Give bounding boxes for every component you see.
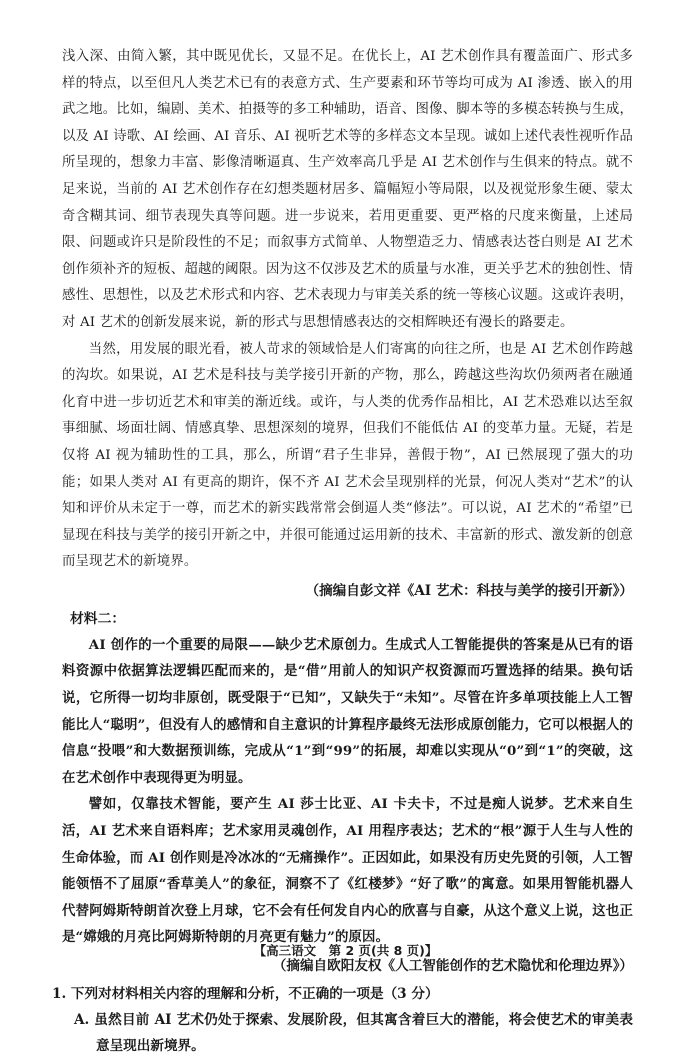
option-a: A. 虽然目前 AI 艺术仍处于探索、发展阶段，但其寓含着巨大的潜能，将会使艺术的审美表意呈现出新境界。 bbox=[74, 1012, 633, 1054]
page-footer: 【高三语文 第 2 页(共 8 页)】 bbox=[253, 943, 438, 958]
material2-paragraph-2: 譬如，仅靠技术智能，要产生 AI 莎士比亚、AI 卡夫卡，不过是痴人说梦。艺术来自生活，AI 艺术来自语料库；艺术家用灵魂创作，AI 用程序表达；艺术的“根”源于人生与人性的生命体验，而 AI 创作则是冷冰冰的“无痛操作”。正因如此，如果没有历史先贤的引领，人工智能领悟不了屈原“香草美人”的象征，洞察不了《红楼梦》“好了歌”的寓意。如果用智能机器人代替阿姆斯特朗首次登上月球，它不会有任何发自内心的欣喜与自豪，从这个意义上说，这也正是“嫦娥的月亮比阿姆斯特朗的月亮更有魅力”的原因。 bbox=[62, 796, 633, 946]
material1-paragraph-2: 当然，用发展的眼光看，被人苛求的领域恰是人们寄寓的向往之所，也是 AI 艺术创作跨越的沟坎。如果说，AI 艺术是科技与美学接引开新的产物，那么，跨越这些沟坎仍须两者在融通化育中进一步切近艺术和审美的渐近线。或许，与人类的优秀作品相比，AI 艺术恐难以达至叙事细腻、场面壮阔、情感真挚、思想深刻的境界，但我们不能低估 AI 的变革力量。无疑，若是仅将 AI 视为辅助性的工具，那么，所谓“君子生非异，善假于物”，AI 已然展现了强大的功能；如果人类对 AI 有更高的期许，保不齐 AI 艺术会呈现别样的光景，何况人类对“艺术”的认知和评价从未定于一尊，而艺术的新实践常常会倒逼人类“修法”。可以说，AI 艺术的“希望”已显现在科技与美学的接引开新之中，并很可能通过运用新的技术、丰富新的形式、激发新的创意而呈现艺术的新境界。 bbox=[62, 341, 633, 570]
material2-source: （摘编自欧阳友权《人工智能创作的艺术隐忧和伦理边界》） bbox=[272, 958, 633, 974]
question-1: 1. 下列对材料相关内容的理解和分析，不正确的一项是（3 分） bbox=[52, 986, 439, 1002]
material1-paragraph-1: 浅入深、由简入繁，其中既见优长，又显不足。在优长上，AI 艺术创作具有覆盖面广、形式多样的特点，以至但凡人类艺术已有的表意方式、生产要素和环节等均可成为 AI 渗透、嵌入的用武之地。比如，编剧、美术、拍摄等的多工种辅助，语音、图像、脚本等的多模态转换与生成，以及 AI 诗歌、AI 绘画、AI 音乐、AI 视听艺术等的多样态文本呈现。诚如上述代表性视听作品所呈现的，想象力丰富、影像清晰逼真、生产效率高几乎是 AI 艺术创作与生俱来的特点。就不足来说，当前的 AI 艺术创作存在幻想类题材居多、篇幅短小等局限，以及视觉形象生硬、蒙太奇含糊其词、细节表现失真等问题。进一步说来，若用更重要、更严格的尺度来衡量，上述局限、问题或许只是阶段性的不足；而叙事方式简单、人物塑造乏力、情感表达苍白则是 AI 艺术创作须补齐的短板、超越的阈限。因为这不仅涉及艺术的质量与水准，更关乎艺术的独创性、情感性、思想性，以及艺术形式和内容、艺术表现力与审美关系的统一等核心议题。这或许表明，对 AI 艺术的创新发展来说，新的形式与思想情感表达的交相辉映还有漫长的路要走。 bbox=[62, 49, 633, 330]
material2-paragraph-1: AI 创作的一个重要的局限——缺少艺术原创力。生成式人工智能提供的答案是从已有的语料资源中依据算法逻辑匹配而来的，是“借”用前人的知识产权资源而巧置选择的结果。换句话说，它所得一切均非原创，既受限于“已知”，又缺失于“未知”。尽管在许多单项技能上人工智能比人“聪明”，但没有人的感情和自主意识的计算程序最终无法形成原创能力，它可以根据人的信息“投喂”和大数据预训练，完成从“1”到“99”的拓展，却难以实现从“0”到“1”的突破，这在艺术创作中表现得更为明显。 bbox=[62, 636, 633, 786]
material2-title: 材料二： bbox=[70, 610, 126, 627]
material1-source: （摘编自彭文祥《AI 艺术：科技与美学的接引开新》） bbox=[305, 582, 633, 599]
